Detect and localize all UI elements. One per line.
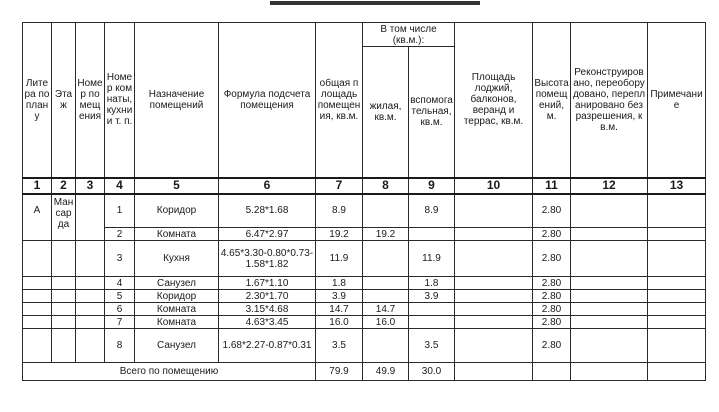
cell-balcony — [455, 290, 533, 303]
cell-balcony — [455, 316, 533, 329]
cell-total-area: 3.9 — [316, 290, 363, 303]
cell-total-area: 3.5 — [316, 329, 363, 363]
cell-total-area: 11.9 — [316, 241, 363, 277]
cell-formula: 5.28*1.68 — [219, 194, 316, 228]
header-height: Высота помещений, м. — [533, 23, 571, 178]
cell-unauthorized — [571, 194, 648, 228]
cell-height: 2.80 — [533, 228, 571, 241]
cell-formula: 2.30*1.70 — [219, 290, 316, 303]
header-formula: Формула подсчета помещения — [219, 23, 316, 178]
cell-etazh — [52, 241, 76, 277]
cell-auxiliary — [409, 316, 455, 329]
header-unauthorized: Реконструировано, переоборудовано, перепланировано без разрешения, кв.м. — [571, 23, 648, 178]
col-number: 5 — [135, 178, 219, 194]
header-balcony-area: Площадь лоджий, балконов, веранд и террас, кв.м. — [455, 23, 533, 178]
table-row — [23, 316, 706, 329]
cell-height: 2.80 — [533, 290, 571, 303]
cell-etazh — [52, 303, 76, 316]
cell-unauthorized — [571, 303, 648, 316]
cell-balcony — [455, 194, 533, 228]
cell-unauthorized — [571, 277, 648, 290]
col-number: 9 — [409, 178, 455, 194]
cell-room-number — [76, 329, 105, 363]
cell-etazh — [52, 316, 76, 329]
cell-litera — [23, 329, 52, 363]
column-number-row — [23, 178, 706, 194]
totals-label: Всего по помещению — [23, 363, 316, 381]
cell-litera — [23, 290, 52, 303]
col-number: 10 — [455, 178, 533, 194]
cell-unauthorized — [571, 290, 648, 303]
cell-auxiliary: 1.8 — [409, 277, 455, 290]
cell-auxiliary: 3.9 — [409, 290, 455, 303]
cell-unit-number: 2 — [105, 228, 135, 241]
cell-living: 14.7 — [363, 303, 409, 316]
cell-room-number — [76, 303, 105, 316]
cell-purpose: Коридор — [135, 194, 219, 228]
explication-table — [22, 22, 706, 381]
table-row — [23, 303, 706, 316]
header-including-group: В том числе (кв.м.): — [363, 23, 455, 47]
cell-room-number — [76, 241, 105, 277]
cell-unauthorized — [571, 316, 648, 329]
cell-room-number — [76, 277, 105, 290]
cell-litera — [23, 316, 52, 329]
cell-auxiliary: 11.9 — [409, 241, 455, 277]
cell-formula: 6.47*2.97 — [219, 228, 316, 241]
cell-etazh — [52, 277, 76, 290]
col-number: 12 — [571, 178, 648, 194]
cell-total-area: 1.8 — [316, 277, 363, 290]
cell-height: 2.80 — [533, 277, 571, 290]
cell-auxiliary: 8.9 — [409, 194, 455, 228]
cell-purpose: Коридор — [135, 290, 219, 303]
totals-height — [533, 363, 571, 381]
explication-table-wrapper — [22, 22, 706, 381]
cell-room-number — [76, 316, 105, 329]
col-number: 7 — [316, 178, 363, 194]
cell-unit-number: 8 — [105, 329, 135, 363]
cell-unit-number: 7 — [105, 316, 135, 329]
header-room-number: Номер помещения — [76, 23, 105, 178]
cell-notes — [648, 303, 706, 316]
cell-notes — [648, 194, 706, 228]
cell-formula: 1.68*2.27-0.87*0.31 — [219, 329, 316, 363]
cell-notes — [648, 329, 706, 363]
cell-litera — [23, 303, 52, 316]
header-purpose: Назначение помещений — [135, 23, 219, 178]
col-number: 4 — [105, 178, 135, 194]
col-number: 13 — [648, 178, 706, 194]
totals-total-area: 79.9 — [316, 363, 363, 381]
cell-unit-number: 1 — [105, 194, 135, 228]
table-row — [23, 228, 706, 241]
cell-purpose: Санузел — [135, 277, 219, 290]
cell-formula: 3.15*4.68 — [219, 303, 316, 316]
cell-unit-number: 5 — [105, 290, 135, 303]
cell-living: 16.0 — [363, 316, 409, 329]
cell-balcony — [455, 277, 533, 290]
cell-room-number — [76, 194, 105, 241]
cell-total-area: 8.9 — [316, 194, 363, 228]
header-notes: Примечание — [648, 23, 706, 178]
table-row — [23, 194, 706, 228]
totals-unauthorized — [571, 363, 648, 381]
table-row — [23, 290, 706, 303]
cell-notes — [648, 228, 706, 241]
cell-purpose: Комната — [135, 303, 219, 316]
cell-height: 2.80 — [533, 316, 571, 329]
cell-notes — [648, 316, 706, 329]
table-row — [23, 277, 706, 290]
cell-litera — [23, 277, 52, 290]
cell-unit-number: 6 — [105, 303, 135, 316]
header-unit-number: Номер комнаты, кухни и т. п. — [105, 23, 135, 178]
cell-formula: 4.65*3.30-0.80*0.73-1.58*1.82 — [219, 241, 316, 277]
cell-living — [363, 194, 409, 228]
cell-living — [363, 241, 409, 277]
cell-height: 2.80 — [533, 329, 571, 363]
col-number: 2 — [52, 178, 76, 194]
cell-purpose: Санузел — [135, 329, 219, 363]
cell-total-area: 16.0 — [316, 316, 363, 329]
cell-height: 2.80 — [533, 194, 571, 228]
cell-litera — [23, 241, 52, 277]
cell-living: 19.2 — [363, 228, 409, 241]
cell-notes — [648, 290, 706, 303]
cell-unauthorized — [571, 241, 648, 277]
cell-purpose: Комната — [135, 228, 219, 241]
totals-living: 49.9 — [363, 363, 409, 381]
cell-notes — [648, 277, 706, 290]
cell-balcony — [455, 228, 533, 241]
cell-unauthorized — [571, 329, 648, 363]
cell-etazh — [52, 290, 76, 303]
header-row-top — [23, 23, 706, 47]
totals-notes — [648, 363, 706, 381]
cell-balcony — [455, 241, 533, 277]
cell-auxiliary — [409, 303, 455, 316]
cell-etazh — [52, 329, 76, 363]
totals-row — [23, 363, 706, 381]
totals-balcony — [455, 363, 533, 381]
cell-unit-number: 3 — [105, 241, 135, 277]
cell-notes — [648, 241, 706, 277]
cell-room-number — [76, 290, 105, 303]
table-row — [23, 241, 706, 277]
header-total-area: общая площадь помещения, кв.м. — [316, 23, 363, 178]
header-litera: Литера по плану — [23, 23, 52, 178]
cell-purpose: Комната — [135, 316, 219, 329]
cell-living — [363, 290, 409, 303]
cell-auxiliary: 3.5 — [409, 329, 455, 363]
cell-purpose: Кухня — [135, 241, 219, 277]
cell-height: 2.80 — [533, 241, 571, 277]
cell-formula: 1.67*1.10 — [219, 277, 316, 290]
header-auxiliary: вспомогательная, кв.м. — [409, 47, 455, 178]
cell-unit-number: 4 — [105, 277, 135, 290]
cell-balcony — [455, 303, 533, 316]
col-number: 6 — [219, 178, 316, 194]
col-number: 1 — [23, 178, 52, 194]
cell-total-area: 19.2 — [316, 228, 363, 241]
cell-total-area: 14.7 — [316, 303, 363, 316]
col-number: 3 — [76, 178, 105, 194]
cropped-title-fragment — [270, 0, 480, 7]
cell-etazh: Мансарда — [52, 194, 76, 241]
cell-unauthorized — [571, 228, 648, 241]
cell-living — [363, 329, 409, 363]
header-living: жилая, кв.м. — [363, 47, 409, 178]
cell-auxiliary — [409, 228, 455, 241]
col-number: 11 — [533, 178, 571, 194]
cell-balcony — [455, 329, 533, 363]
totals-auxiliary: 30.0 — [409, 363, 455, 381]
header-etazh: Этаж — [52, 23, 76, 178]
table-row — [23, 329, 706, 363]
cell-living — [363, 277, 409, 290]
cell-litera: А — [23, 194, 52, 241]
cell-height: 2.80 — [533, 303, 571, 316]
col-number: 8 — [363, 178, 409, 194]
cell-formula: 4.63*3.45 — [219, 316, 316, 329]
